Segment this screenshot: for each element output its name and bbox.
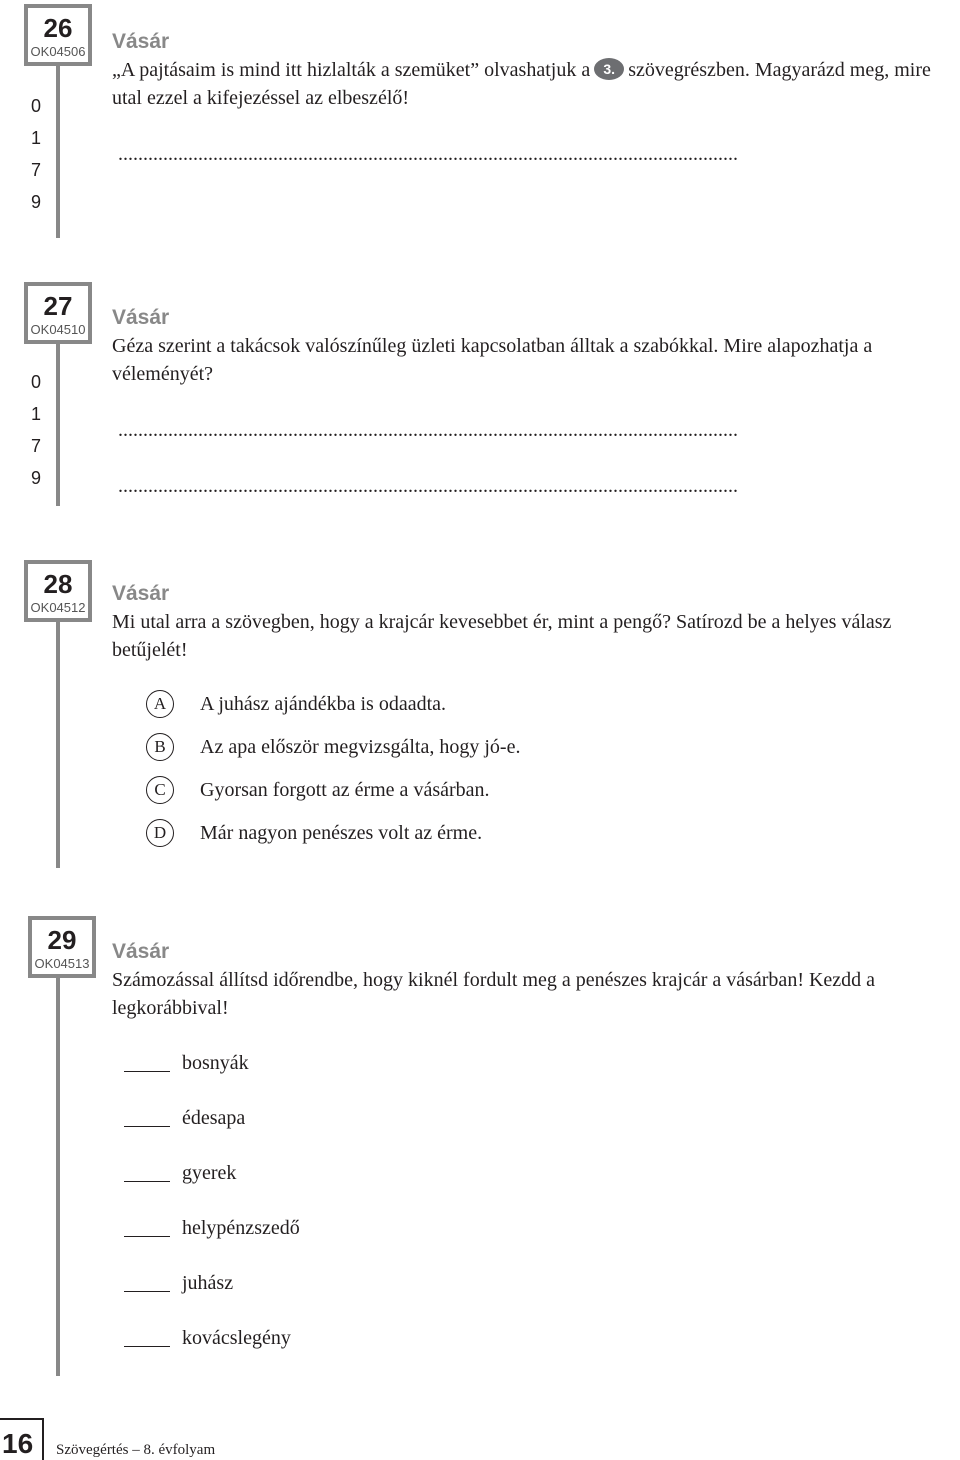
score-codes <box>24 90 48 218</box>
answer-line[interactable]: ............................................................................................................................ <box>118 420 738 440</box>
question-number: 27 <box>43 291 73 321</box>
question-code: OK04510 <box>30 322 86 337</box>
score-code[interactable]: 1 <box>30 404 41 424</box>
score-code[interactable]: 9 <box>30 468 41 488</box>
option-letter-circle[interactable]: D <box>146 819 174 847</box>
number-blank[interactable] <box>124 1346 170 1347</box>
answer-line[interactable]: ............................................................................................................................ <box>118 476 738 496</box>
question-text: Mi utal arra a szövegben, hogy a krajcár kevesebbet ér, mint a pengő? Satírozd be a helyes válasz betűjelét! <box>112 611 892 661</box>
option-letter-circle[interactable]: B <box>146 733 174 761</box>
order-item-label: helypénzszedő <box>182 1217 300 1239</box>
question-side-line <box>56 978 60 1376</box>
footer-rule-vertical <box>42 1418 44 1460</box>
question-text-part: szövegrészben. Magyarázd meg, mire utal ezzel a kifejezéssel az elbeszélő! <box>112 59 931 109</box>
score-code[interactable]: 7 <box>30 436 41 456</box>
score-code[interactable]: 0 <box>30 372 41 392</box>
score-code[interactable]: 9 <box>30 192 41 212</box>
score-code[interactable]: 0 <box>30 96 41 116</box>
option-text: Már nagyon penészes volt az érme. <box>200 822 483 844</box>
option-text: Gyorsan forgott az érme a vásárban. <box>200 779 490 801</box>
number-blank[interactable] <box>124 1071 170 1072</box>
option-letter-circle[interactable]: C <box>146 776 174 804</box>
order-item-label: gyerek <box>182 1162 237 1184</box>
footer-rule <box>0 1418 42 1420</box>
order-item-label: édesapa <box>182 1107 246 1129</box>
question-text <box>112 56 960 112</box>
answer-line[interactable]: ............................................................................................................................ <box>118 144 738 164</box>
question-title: Vásár <box>112 306 170 329</box>
question-number-box <box>24 560 92 622</box>
question-number-box <box>28 916 96 978</box>
question-code: OK04506 <box>30 44 86 59</box>
section-badge: 3. <box>594 58 624 80</box>
order-item-label: bosnyák <box>182 1052 249 1074</box>
question-code: OK04513 <box>34 956 90 971</box>
question-number-box <box>24 4 92 66</box>
question-text: Számozással állítsd időrendbe, hogy kiknél fordult meg a penészes krajcár a vásárban! Kezdd a legkorábbival! <box>112 969 876 1019</box>
question-side-line <box>56 344 60 506</box>
option-text: Az apa először megvizsgálta, hogy jó-e. <box>200 736 521 758</box>
option-letter-circle[interactable]: A <box>146 690 174 718</box>
page-number: 16 <box>2 1428 34 1459</box>
number-blank[interactable] <box>124 1291 170 1292</box>
question-side-line <box>56 622 60 868</box>
question-text: Géza szerint a takácsok valószínűleg üzleti kapcsolatban álltak a szabókkal. Mire alapozhatja a véleményét? <box>112 335 873 385</box>
question-title: Vásár <box>112 940 170 963</box>
question-number-box <box>24 282 92 344</box>
order-item-label: juhász <box>182 1272 234 1294</box>
question-code: OK04512 <box>30 600 86 615</box>
footer-text: Szövegértés – 8. évfolyam <box>56 1442 216 1458</box>
score-code[interactable]: 1 <box>30 128 41 148</box>
option-text: A juhász ajándékba is odaadta. <box>200 693 447 715</box>
question-text-part: „A pajtásaim is mind itt hizlalták a szemüket” olvashatjuk a <box>112 59 591 81</box>
question-number: 29 <box>47 925 77 955</box>
question-number: 26 <box>43 13 73 43</box>
question-title: Vásár <box>112 30 170 53</box>
question-side-line <box>56 66 60 238</box>
order-item-label: kovácslegény <box>182 1327 291 1349</box>
score-codes <box>24 366 48 494</box>
number-blank[interactable] <box>124 1181 170 1182</box>
score-code[interactable]: 7 <box>30 160 41 180</box>
number-blank[interactable] <box>124 1236 170 1237</box>
question-number: 28 <box>43 569 73 599</box>
question-title: Vásár <box>112 582 170 605</box>
number-blank[interactable] <box>124 1126 170 1127</box>
